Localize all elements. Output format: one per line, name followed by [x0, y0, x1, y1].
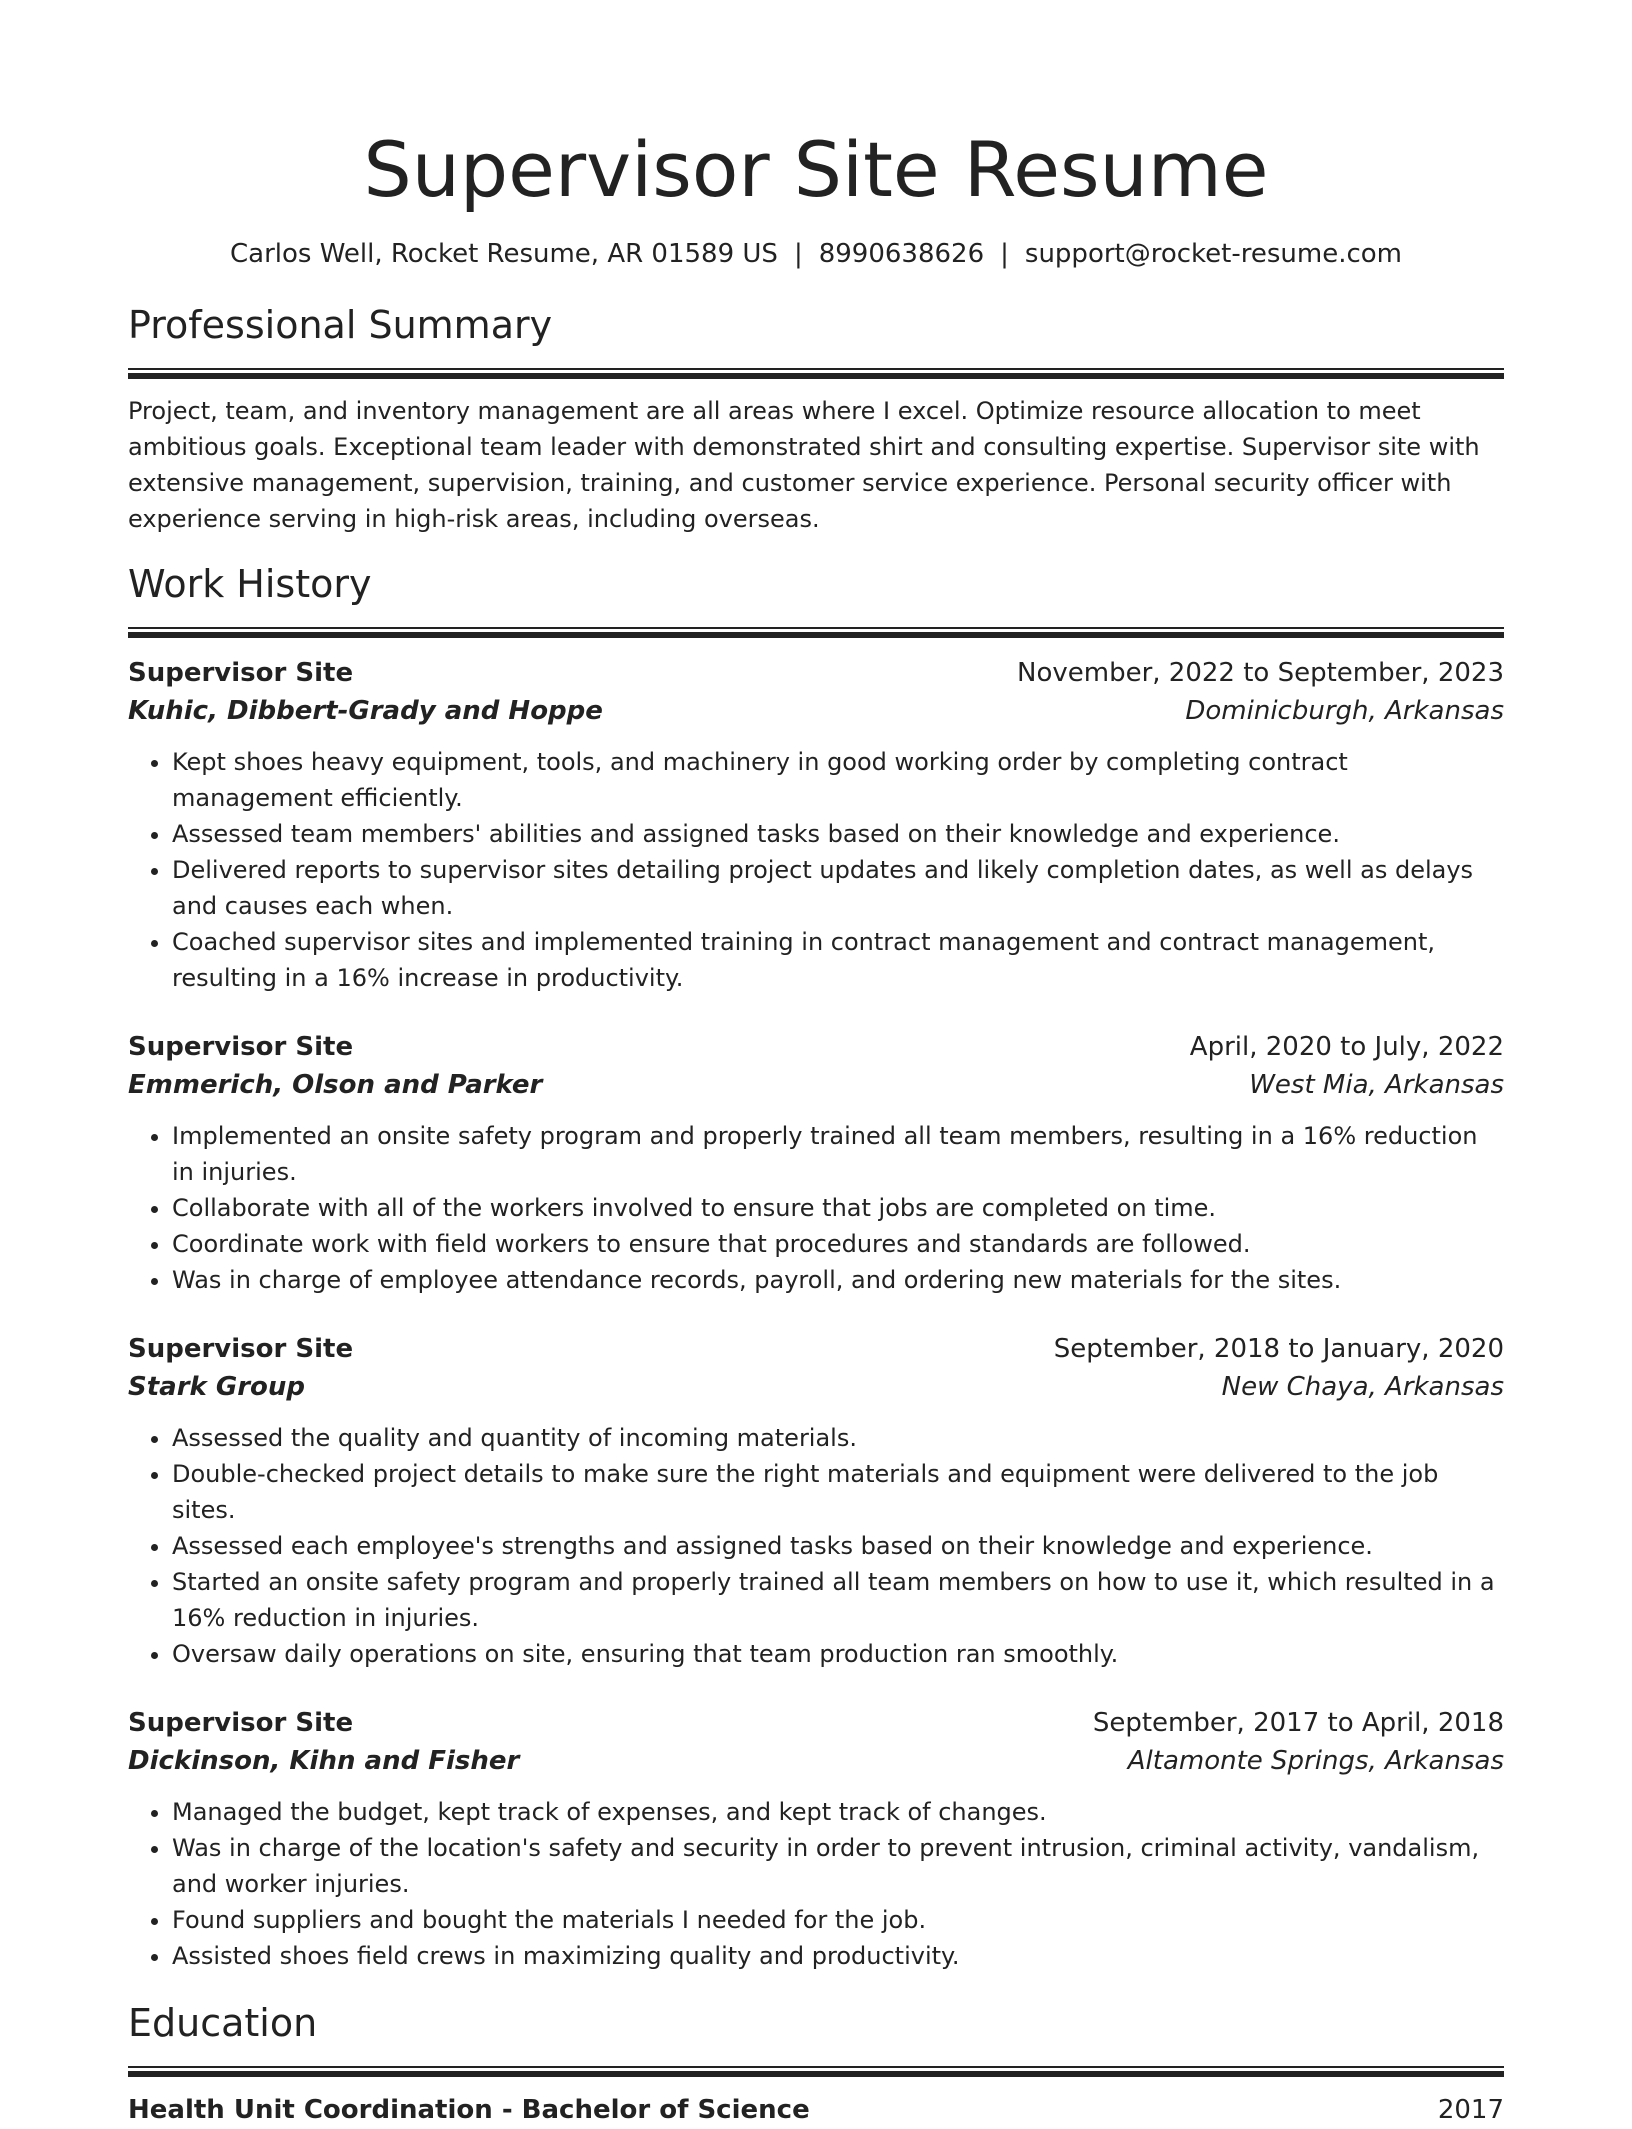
job-company-row	[128, 1368, 1504, 1406]
job-company: Emmerich, Olson and Parker	[128, 1070, 543, 1100]
work-history-section	[128, 559, 1504, 1974]
list-item: • Kept shoes heavy equipment, tools, and machinery in good working order by completing contract management efficiently.	[172, 744, 1504, 816]
job-role: Supervisor Site	[128, 1334, 354, 1364]
job-company: Dickinson, Kihn and Fisher	[128, 1746, 520, 1776]
contact-separator: |	[1000, 239, 1009, 269]
job-company-row	[128, 1066, 1504, 1104]
list-item: • Coordinate work with field workers to ensure that procedures and standards are followed.	[172, 1226, 1504, 1262]
job-location: West Mia, Arkansas	[1249, 1070, 1504, 1100]
job-dates: September, 2018 to January, 2020	[1053, 1334, 1504, 1364]
job-bullets	[128, 1794, 1504, 1974]
job-header-row	[128, 1704, 1504, 1742]
list-item: • Assessed each employee's strengths and assigned tasks based on their knowledge and experience.	[172, 1528, 1504, 1564]
list-item: • Was in charge of the location's safety and security in order to prevent intrusion, criminal activity, vandalism, and worker injuries.	[172, 1830, 1504, 1902]
list-item: • Oversaw daily operations on site, ensuring that team production ran smoothly.	[172, 1636, 1504, 1672]
job-entry	[128, 1704, 1504, 1974]
contact-address: Carlos Well, Rocket Resume, AR 01589 US	[229, 239, 778, 269]
contact-email: support@rocket-resume.com	[1024, 239, 1403, 269]
education-degree: Health Unit Coordination - Bachelor of Science	[128, 2095, 810, 2125]
job-role: Supervisor Site	[128, 658, 354, 688]
job-location: Altamonte Springs, Arkansas	[1127, 1746, 1504, 1776]
job-location: New Chaya, Arkansas	[1221, 1372, 1504, 1402]
job-entry	[128, 1028, 1504, 1298]
list-item: • Coached supervisor sites and implemented training in contract management and contract management, resulting in a 16% increase in productivity.	[172, 924, 1504, 996]
job-header-row	[128, 1330, 1504, 1368]
education-heading: Education	[128, 2001, 318, 2045]
job-dates: September, 2017 to April, 2018	[1092, 1708, 1504, 1738]
education-year: 2017	[1437, 2095, 1504, 2125]
job-role: Supervisor Site	[128, 1708, 354, 1738]
work-history-heading: Work History	[128, 562, 372, 606]
list-item: • Found suppliers and bought the materials I needed for the job.	[172, 1902, 1504, 1938]
list-item: • Started an onsite safety program and properly trained all team members on how to use it, which resulted in a 16% reduction in injuries.	[172, 1564, 1504, 1636]
job-header-row	[128, 654, 1504, 692]
education-entry	[128, 2091, 1504, 2129]
section-divider	[128, 368, 1504, 379]
job-bullets	[128, 744, 1504, 996]
list-item: • Was in charge of employee attendance records, payroll, and ordering new materials for the sites.	[172, 1262, 1504, 1298]
job-company-row	[128, 692, 1504, 730]
list-item: • Managed the budget, kept track of expenses, and kept track of changes.	[172, 1794, 1504, 1830]
list-item: • Double-checked project details to make sure the right materials and equipment were delivered to the job sites.	[172, 1456, 1504, 1528]
job-location: Dominicburgh, Arkansas	[1185, 696, 1504, 726]
list-item: • Delivered reports to supervisor sites detailing project updates and likely completion dates, as well as delays and causes each when.	[172, 852, 1504, 924]
job-bullets	[128, 1118, 1504, 1298]
section-divider	[128, 2066, 1504, 2077]
contact-separator: |	[793, 239, 803, 269]
list-item: • Assessed the quality and quantity of incoming materials.	[172, 1420, 1504, 1456]
job-company-row	[128, 1742, 1504, 1780]
list-item: • Assisted shoes field crews in maximizing quality and productivity.	[172, 1938, 1504, 1974]
page-title: Supervisor Site Resume	[363, 125, 1269, 214]
section-divider	[128, 627, 1504, 638]
summary-heading: Professional Summary	[128, 303, 553, 347]
job-dates: November, 2022 to September, 2023	[1017, 658, 1504, 688]
contact-line	[128, 236, 1504, 272]
list-item: • Implemented an onsite safety program and properly trained all team members, resulting in a 16% reduction in injuries.	[172, 1118, 1504, 1190]
education-section	[128, 1998, 1504, 2129]
job-header-row	[128, 1028, 1504, 1066]
list-item: • Collaborate with all of the workers involved to ensure that jobs are completed on time.	[172, 1190, 1504, 1226]
summary-text: Project, team, and inventory management are all areas where I excel. Optimize resource allocation to meet ambitious goals. Exceptional team leader with demonstrated shirt and consulting expertise. Supervisor site with extensive management, supervision, training, and customer service experience. Personal security officer with experience serving in high-risk areas, including overseas.	[128, 397, 1480, 533]
summary-section	[128, 300, 1504, 537]
contact-phone: 8990638626	[818, 239, 985, 269]
job-entry	[128, 1330, 1504, 1672]
job-bullets	[128, 1420, 1504, 1672]
list-item: • Assessed team members' abilities and assigned tasks based on their knowledge and experience.	[172, 816, 1504, 852]
job-company: Stark Group	[128, 1372, 306, 1402]
job-dates: April, 2020 to July, 2022	[1189, 1032, 1504, 1062]
job-entry	[128, 654, 1504, 996]
job-role: Supervisor Site	[128, 1032, 354, 1062]
job-company: Kuhic, Dibbert-Grady and Hoppe	[128, 696, 603, 726]
resume-page	[128, 0, 1504, 2129]
